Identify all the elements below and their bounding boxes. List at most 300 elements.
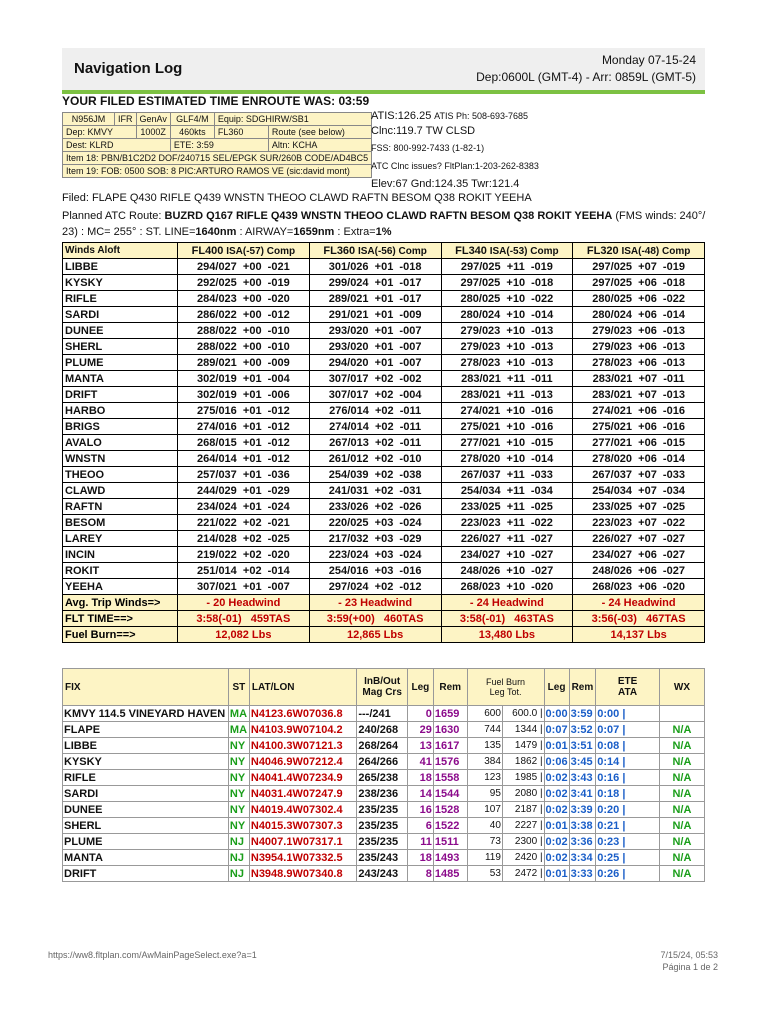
- winds-row: [63, 579, 705, 595]
- planned-st-line: 1640nm: [195, 226, 237, 238]
- winds-title: Winds Aloft: [63, 243, 178, 259]
- winds-row: [63, 259, 705, 275]
- nav-leg-dist: 11: [407, 834, 433, 850]
- nav-fuel-leg: 123: [467, 770, 502, 786]
- nav-leg-dist: 18: [407, 850, 433, 866]
- nav-row: [63, 706, 705, 722]
- nav-latlon: N4041.4W07234.9: [249, 770, 356, 786]
- col-time-leg: Leg: [544, 669, 569, 706]
- footer-url: https://ww8.fltplan.com/AwMainPageSelect.exe?a=1: [48, 950, 257, 960]
- winds-cell: 292/025 +00 -019: [178, 275, 310, 291]
- nav-mag-crs: 268/264: [357, 738, 408, 754]
- winds-cell: 234/024 +01 -024: [178, 499, 310, 515]
- nav-wx: N/A: [659, 834, 704, 850]
- nav-time-leg: 0:01: [545, 739, 568, 752]
- winds-cell: 244/029 +01 -029: [178, 483, 310, 499]
- winds-row: [63, 371, 705, 387]
- atis-freq: ATIS:126.25: [371, 110, 432, 122]
- winds-fix: INCIN: [63, 547, 178, 563]
- nav-time-rem: 3:38: [569, 818, 596, 834]
- nav-row: [63, 722, 705, 738]
- winds-cell: 267/037 +11 -033: [441, 467, 573, 483]
- summary-cell: 3:59(+00) 460TAS: [309, 611, 441, 627]
- winds-fix: AVALO: [63, 435, 178, 451]
- winds-fix: LAREY: [63, 531, 178, 547]
- nav-wx: N/A: [659, 818, 704, 834]
- nav-fuel-total: 1344 |: [502, 722, 544, 738]
- winds-cell: 214/028 +02 -025: [178, 531, 310, 547]
- winds-row: [63, 275, 705, 291]
- nav-fuel-leg: 135: [467, 738, 502, 754]
- nav-wx: N/A: [659, 866, 704, 882]
- nav-rem-dist: 1630: [433, 722, 467, 738]
- nav-ete: 0:23 |: [596, 834, 660, 850]
- nav-state: NJ: [228, 866, 249, 882]
- nav-leg-dist: 16: [407, 802, 433, 818]
- summary-cell: 3:56(-03) 467TAS: [573, 611, 705, 627]
- nav-time-leg: 0:01: [545, 867, 568, 880]
- summary-label: Avg. Trip Winds=>: [63, 595, 178, 611]
- winds-cell: 279/023 +06 -013: [573, 339, 705, 355]
- nav-latlon: N3948.9W07340.8: [249, 866, 356, 882]
- nav-fix: LIBBE: [63, 738, 229, 754]
- winds-row: [63, 323, 705, 339]
- summary-cell: - 20 Headwind: [178, 595, 310, 611]
- elev-freqs: Elev:67 Gnd:124.35 Twr:121.4: [371, 178, 520, 190]
- summary-cell: 12,082 Lbs: [178, 627, 310, 643]
- nav-mag-crs: 235/235: [357, 802, 408, 818]
- nav-mag-crs: 264/266: [357, 754, 408, 770]
- nav-mag-crs: 240/268: [357, 722, 408, 738]
- winds-cell: 297/024 +02 -012: [309, 579, 441, 595]
- winds-cell: 277/021 +06 -015: [573, 435, 705, 451]
- winds-row: [63, 435, 705, 451]
- nav-mag-crs: 235/243: [357, 850, 408, 866]
- winds-summary-row: [63, 611, 705, 627]
- summary-cell: - 23 Headwind: [309, 595, 441, 611]
- nav-time-rem: 3:33: [569, 866, 596, 882]
- fp-dest: Dest: KLRD: [63, 139, 171, 152]
- nav-time-rem: 3:43: [569, 770, 596, 786]
- nav-time-rem: 3:34: [569, 850, 596, 866]
- nav-rem-dist: 1528: [433, 802, 467, 818]
- winds-fix: SARDI: [63, 307, 178, 323]
- nav-time-leg: 0:02: [545, 803, 568, 816]
- winds-cell: 275/021 +06 -016: [573, 419, 705, 435]
- nav-row: [63, 786, 705, 802]
- col-rem: Rem: [433, 669, 467, 706]
- winds-cell: 289/021 +00 -009: [178, 355, 310, 371]
- winds-cell: 291/021 +01 -009: [309, 307, 441, 323]
- winds-cell: 254/016 +03 -016: [309, 563, 441, 579]
- winds-cell: 233/025 +07 -025: [573, 499, 705, 515]
- nav-wx: N/A: [659, 722, 704, 738]
- nav-leg-dist: 14: [407, 786, 433, 802]
- winds-cell: 223/023 +11 -022: [441, 515, 573, 531]
- winds-cell: 251/014 +02 -014: [178, 563, 310, 579]
- fp-rules: IFR: [115, 113, 137, 126]
- winds-cell: 267/013 +02 -011: [309, 435, 441, 451]
- winds-cell: 307/021 +01 -007: [178, 579, 310, 595]
- nav-wx: N/A: [659, 850, 704, 866]
- col-ete-ata: ETE ATA: [596, 669, 660, 706]
- nav-fuel-total: 2420 |: [502, 850, 544, 866]
- nav-wx: N/A: [659, 754, 704, 770]
- winds-cell: 289/021 +01 -017: [309, 291, 441, 307]
- winds-cell: 307/017 +02 -004: [309, 387, 441, 403]
- nav-latlon: N4046.9W07212.4: [249, 754, 356, 770]
- nav-rem-dist: 1659: [433, 706, 467, 722]
- nav-rem-dist: 1558: [433, 770, 467, 786]
- nav-row: [63, 834, 705, 850]
- fp-model: GLF4/M: [170, 113, 214, 126]
- winds-cell: 268/023 +06 -020: [573, 579, 705, 595]
- nav-time-rem: 3:52: [569, 722, 596, 738]
- nav-fuel-total: 1862 |: [502, 754, 544, 770]
- winds-fix: BRIGS: [63, 419, 178, 435]
- winds-cell: 301/026 +01 -018: [309, 259, 441, 275]
- nav-fuel-total: 1985 |: [502, 770, 544, 786]
- nav-wx: N/A: [659, 802, 704, 818]
- nav-ete: 0:18 |: [596, 786, 660, 802]
- nav-rem-dist: 1522: [433, 818, 467, 834]
- summary-cell: 13,480 Lbs: [441, 627, 573, 643]
- nav-ete: 0:07 |: [596, 722, 660, 738]
- nav-row: [63, 754, 705, 770]
- nav-time-rem: 3:41: [569, 786, 596, 802]
- winds-cell: 220/025 +03 -024: [309, 515, 441, 531]
- winds-cell: 274/016 +01 -012: [178, 419, 310, 435]
- nav-mag-crs: 265/238: [357, 770, 408, 786]
- page-title: Navigation Log: [74, 60, 183, 77]
- nav-time-rem: 3:45: [569, 754, 596, 770]
- nav-state: NY: [228, 738, 249, 754]
- nav-time-rem: 3:59: [569, 706, 596, 722]
- footer-page: Página 1 de 2: [662, 962, 718, 972]
- nav-leg-dist: 18: [407, 770, 433, 786]
- nav-fix: MANTA: [63, 850, 229, 866]
- nav-row: [63, 850, 705, 866]
- winds-fix: DUNEE: [63, 323, 178, 339]
- fss-info: FSS: 800-992-7433 (1-82-1): [371, 143, 485, 153]
- winds-cell: 221/022 +02 -021: [178, 515, 310, 531]
- nav-time-rem: 3:51: [569, 738, 596, 754]
- header-dep-arr: Dep:0600L (GMT-4) - Arr: 0859L (GMT-5): [476, 70, 696, 84]
- winds-cell: 261/012 +02 -010: [309, 451, 441, 467]
- winds-cell: 280/025 +10 -022: [441, 291, 573, 307]
- nav-fuel-leg: 107: [467, 802, 502, 818]
- nav-row: [63, 866, 705, 882]
- nav-fuel-leg: 744: [467, 722, 502, 738]
- winds-cell: 286/022 +00 -012: [178, 307, 310, 323]
- nav-time-leg: 0:02: [545, 787, 568, 800]
- winds-cell: 233/026 +02 -026: [309, 499, 441, 515]
- winds-cell: 279/023 +10 -013: [441, 323, 573, 339]
- nav-latlon: N4103.9W07104.2: [249, 722, 356, 738]
- winds-row: [63, 563, 705, 579]
- fp-fl: FL360: [214, 126, 268, 139]
- nav-fuel-total: 2187 |: [502, 802, 544, 818]
- nav-rem-dist: 1576: [433, 754, 467, 770]
- nav-fuel-leg: 119: [467, 850, 502, 866]
- fp-ete: ETE: 3:59: [170, 139, 268, 152]
- winds-level-header: FL320 ISA(-48) Comp: [573, 243, 705, 259]
- winds-fix: DRIFT: [63, 387, 178, 403]
- header-date: Monday 07-15-24: [601, 53, 696, 67]
- nav-latlon: N4019.4W07302.4: [249, 802, 356, 818]
- nav-leg-dist: 41: [407, 754, 433, 770]
- col-fuelburn: Fuel Burn Leg Tot.: [467, 669, 544, 706]
- winds-row: [63, 339, 705, 355]
- nav-latlon: N4015.3W07307.3: [249, 818, 356, 834]
- fp-altn: Altn: KCHA: [268, 139, 371, 152]
- nav-ete: 0:14 |: [596, 754, 660, 770]
- winds-level-header: FL360 ISA(-56) Comp: [309, 243, 441, 259]
- col-leg: Leg: [407, 669, 433, 706]
- winds-cell: 268/023 +10 -020: [441, 579, 573, 595]
- winds-cell: 293/020 +01 -007: [309, 339, 441, 355]
- winds-fix: YEEHA: [63, 579, 178, 595]
- nav-wx: N/A: [659, 786, 704, 802]
- col-fix: FIX: [63, 669, 229, 706]
- nav-time-leg: 0:02: [545, 771, 568, 784]
- winds-cell: 223/023 +07 -022: [573, 515, 705, 531]
- summary-label: Fuel Burn==>: [63, 627, 178, 643]
- winds-cell: 299/024 +01 -017: [309, 275, 441, 291]
- winds-cell: 254/034 +07 -034: [573, 483, 705, 499]
- atc-clnc-info: ATC Clnc issues? FltPlan:1-203-262-8383: [371, 161, 539, 171]
- winds-cell: 275/016 +01 -012: [178, 403, 310, 419]
- summary-cell: - 24 Headwind: [441, 595, 573, 611]
- winds-cell: 278/020 +06 -014: [573, 451, 705, 467]
- planned-fms: (FMS winds: 240°/ 23) : MC= 255° : ST. LINE=: [62, 210, 706, 238]
- winds-cell: 277/021 +10 -015: [441, 435, 573, 451]
- winds-row: [63, 419, 705, 435]
- clearance-info: Clnc:119.7 TW CLSD: [371, 125, 476, 137]
- nav-latlon: N4007.1W07317.1: [249, 834, 356, 850]
- nav-fuel-total: 1479 |: [502, 738, 544, 754]
- nav-fix: RIFLE: [63, 770, 229, 786]
- planned-airway: 1659nm: [293, 226, 335, 238]
- fp-item19: Item 19: FOB: 0500 SOB: 8 PIC:ARTURO RAMOS VE (sic:david mont): [63, 165, 372, 178]
- planned-extra: 1%: [375, 226, 392, 238]
- nav-fuel-total: 2080 |: [502, 786, 544, 802]
- nav-ete: 0:00 |: [596, 706, 660, 722]
- winds-cell: 297/025 +10 -018: [441, 275, 573, 291]
- nav-fuel-leg: 53: [467, 866, 502, 882]
- nav-state: NY: [228, 770, 249, 786]
- winds-cell: 274/021 +10 -016: [441, 403, 573, 419]
- winds-cell: 241/031 +02 -031: [309, 483, 441, 499]
- winds-fix: HARBO: [63, 403, 178, 419]
- nav-fuel-total: 2472 |: [502, 866, 544, 882]
- winds-cell: 254/034 +11 -034: [441, 483, 573, 499]
- nav-mag-crs: 235/235: [357, 834, 408, 850]
- winds-row: [63, 307, 705, 323]
- winds-level-header: FL400 ISA(-57) Comp: [178, 243, 310, 259]
- winds-cell: 280/024 +10 -014: [441, 307, 573, 323]
- summary-cell: - 24 Headwind: [573, 595, 705, 611]
- winds-cell: 267/037 +07 -033: [573, 467, 705, 483]
- col-wx: WX: [659, 669, 704, 706]
- filed-ete-line: YOUR FILED ESTIMATED TIME ENROUTE WAS: 03:59: [62, 94, 370, 108]
- nav-fix: DUNEE: [63, 802, 229, 818]
- winds-cell: 283/021 +11 -013: [441, 387, 573, 403]
- nav-time-leg: 0:06: [545, 755, 568, 768]
- winds-cell: 217/032 +03 -029: [309, 531, 441, 547]
- nav-wx: N/A: [659, 738, 704, 754]
- nav-time-leg: 0:07: [545, 723, 568, 736]
- nav-rem-dist: 1544: [433, 786, 467, 802]
- nav-fuel-leg: 384: [467, 754, 502, 770]
- fp-dep-time: 1000Z: [136, 126, 170, 139]
- winds-row: [63, 499, 705, 515]
- nav-wx: [659, 706, 704, 722]
- winds-fix: RAFTN: [63, 499, 178, 515]
- winds-fix: BESOM: [63, 515, 178, 531]
- winds-fix: LIBBE: [63, 259, 178, 275]
- summary-cell: 12,865 Lbs: [309, 627, 441, 643]
- nav-fuel-leg: 40: [467, 818, 502, 834]
- col-time-rem: Rem: [569, 669, 596, 706]
- nav-fix: KMVY 114.5 VINEYARD HAVEN: [63, 706, 229, 722]
- winds-cell: 294/020 +01 -007: [309, 355, 441, 371]
- nav-mag-crs: ---/241: [357, 706, 408, 722]
- nav-fix: FLAPE: [63, 722, 229, 738]
- winds-cell: 234/027 +10 -027: [441, 547, 573, 563]
- winds-cell: 279/023 +10 -013: [441, 339, 573, 355]
- nav-time-leg: 0:02: [545, 835, 568, 848]
- atis-info: [371, 110, 528, 123]
- winds-cell: 297/025 +11 -019: [441, 259, 573, 275]
- nav-state: NY: [228, 786, 249, 802]
- planned-prefix: Planned ATC Route:: [62, 210, 165, 222]
- nav-ete: 0:20 |: [596, 802, 660, 818]
- nav-latlon: N4123.6W07036.8: [249, 706, 356, 722]
- winds-row: [63, 483, 705, 499]
- fp-dep: Dep: KMVY: [63, 126, 137, 139]
- winds-cell: 278/023 +10 -013: [441, 355, 573, 371]
- nav-ete: 0:08 |: [596, 738, 660, 754]
- fp-equip: Equip: SDGHIRW/SB1: [214, 113, 371, 126]
- winds-row: [63, 515, 705, 531]
- winds-row: [63, 547, 705, 563]
- planned-route: [62, 208, 712, 240]
- nav-leg-dist: 13: [407, 738, 433, 754]
- footer-timestamp: 7/15/24, 05:53: [660, 950, 718, 960]
- atis-phone: ATIS Ph: 508-693-7685: [434, 111, 529, 121]
- winds-cell: 280/025 +06 -022: [573, 291, 705, 307]
- fp-speed: 460kts: [170, 126, 214, 139]
- winds-cell: 274/014 +02 -011: [309, 419, 441, 435]
- nav-time-leg: 0:01: [545, 819, 568, 832]
- winds-cell: 257/037 +01 -036: [178, 467, 310, 483]
- nav-time-rem: 3:39: [569, 802, 596, 818]
- nav-state: NJ: [228, 850, 249, 866]
- nav-fix: SHERL: [63, 818, 229, 834]
- winds-cell: 274/021 +06 -016: [573, 403, 705, 419]
- winds-row: [63, 403, 705, 419]
- winds-fix: PLUME: [63, 355, 178, 371]
- nav-latlon: N4100.3W07121.3: [249, 738, 356, 754]
- nav-state: NY: [228, 802, 249, 818]
- nav-fuel-total: 600.0 |: [502, 706, 544, 722]
- nav-latlon: N3954.1W07332.5: [249, 850, 356, 866]
- winds-cell: 293/020 +01 -007: [309, 323, 441, 339]
- nav-row: [63, 802, 705, 818]
- winds-cell: 254/039 +02 -038: [309, 467, 441, 483]
- flight-plan-box: [62, 112, 372, 178]
- winds-cell: 283/021 +07 -013: [573, 387, 705, 403]
- winds-cell: 283/021 +07 -011: [573, 371, 705, 387]
- winds-cell: 302/019 +01 -004: [178, 371, 310, 387]
- nav-latlon: N4031.4W07247.9: [249, 786, 356, 802]
- nav-state: MA: [228, 706, 249, 722]
- nav-time-leg: 0:02: [545, 851, 568, 864]
- winds-cell: 276/014 +02 -011: [309, 403, 441, 419]
- winds-row: [63, 531, 705, 547]
- nav-row: [63, 770, 705, 786]
- winds-row: [63, 355, 705, 371]
- nav-fix: DRIFT: [63, 866, 229, 882]
- summary-cell: 14,137 Lbs: [573, 627, 705, 643]
- nav-wx: N/A: [659, 770, 704, 786]
- winds-cell: 279/023 +06 -013: [573, 323, 705, 339]
- winds-summary-row: [63, 627, 705, 643]
- nav-leg-dist: 6: [407, 818, 433, 834]
- winds-cell: 234/027 +06 -027: [573, 547, 705, 563]
- nav-fix: KYSKY: [63, 754, 229, 770]
- filed-route: Filed: FLAPE Q430 RIFLE Q439 WNSTN THEOO CLAWD RAFTN BESOM Q38 ROKIT YEEHA: [62, 192, 532, 204]
- nav-state: NJ: [228, 834, 249, 850]
- nav-fuel-leg: 600: [467, 706, 502, 722]
- nav-mag-crs: 238/236: [357, 786, 408, 802]
- nav-ete: 0:16 |: [596, 770, 660, 786]
- winds-fix: KYSKY: [63, 275, 178, 291]
- winds-cell: 288/022 +00 -010: [178, 339, 310, 355]
- winds-row: [63, 451, 705, 467]
- winds-fix: WNSTN: [63, 451, 178, 467]
- winds-cell: 297/025 +06 -018: [573, 275, 705, 291]
- nav-rem-dist: 1493: [433, 850, 467, 866]
- winds-cell: 278/023 +06 -013: [573, 355, 705, 371]
- nav-fuel-total: 2227 |: [502, 818, 544, 834]
- planned-extra-label: : Extra=: [334, 226, 376, 238]
- winds-fix: THEOO: [63, 467, 178, 483]
- winds-cell: 288/022 +00 -010: [178, 323, 310, 339]
- winds-cell: 284/023 +00 -020: [178, 291, 310, 307]
- col-magcrs: InB/Out Mag Crs: [357, 669, 408, 706]
- nav-state: MA: [228, 722, 249, 738]
- nav-leg-dist: 8: [407, 866, 433, 882]
- nav-leg-dist: 0: [407, 706, 433, 722]
- summary-cell: 3:58(-01) 459TAS: [178, 611, 310, 627]
- winds-aloft-table: [62, 242, 705, 643]
- winds-cell: 283/021 +11 -011: [441, 371, 573, 387]
- winds-fix: ROKIT: [63, 563, 178, 579]
- nav-fix: PLUME: [63, 834, 229, 850]
- nav-rem-dist: 1617: [433, 738, 467, 754]
- nav-fix: SARDI: [63, 786, 229, 802]
- winds-cell: 226/027 +11 -027: [441, 531, 573, 547]
- fp-item18: Item 18: PBN/B1C2D2 DOF/240715 SEL/EPGK SUR/260B CODE/AD4BC5: [63, 152, 372, 165]
- winds-cell: 264/014 +01 -012: [178, 451, 310, 467]
- winds-row: [63, 291, 705, 307]
- nav-state: NY: [228, 754, 249, 770]
- winds-fix: SHERL: [63, 339, 178, 355]
- winds-cell: 275/021 +10 -016: [441, 419, 573, 435]
- nav-row: [63, 738, 705, 754]
